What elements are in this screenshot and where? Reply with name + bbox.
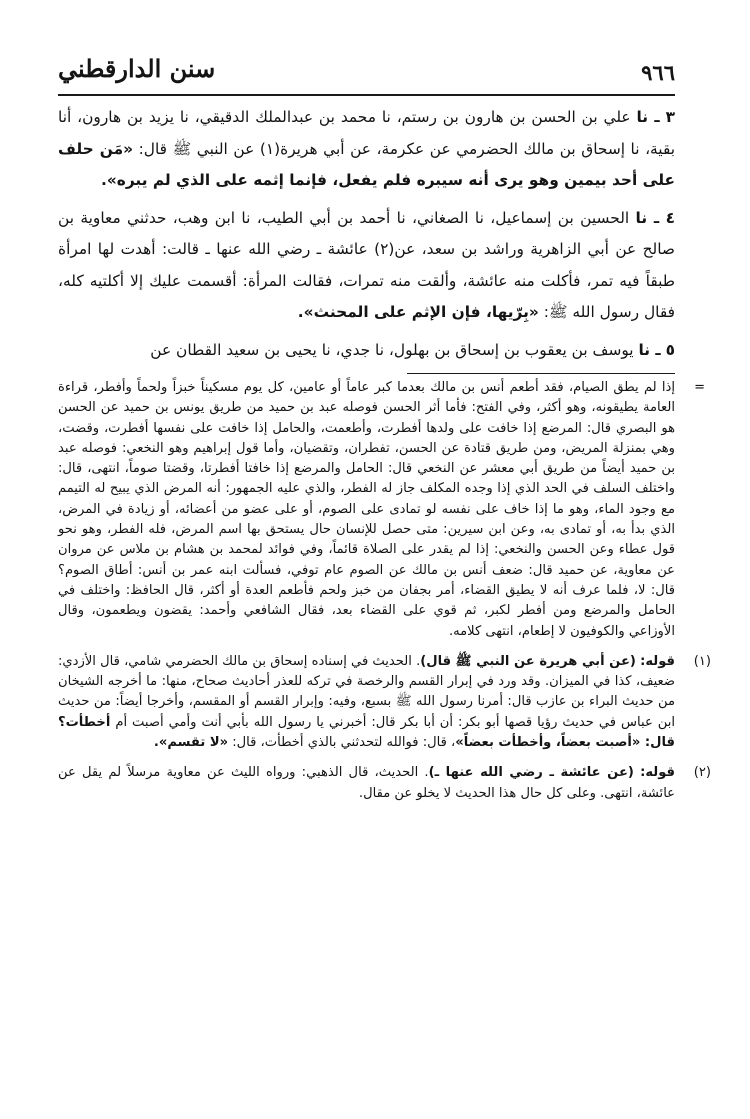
footnote-2 bbox=[58, 763, 711, 804]
main-text bbox=[58, 102, 675, 372]
continuation-mark: = bbox=[694, 380, 705, 395]
hadith-number: ٤ bbox=[665, 208, 675, 227]
hadith-isnad: الحسين بن إسماعيل، نا الصغاني، نا أحمد بن أبي الطيب، نا ابن وهب، حدثني معاوية بن صالح عن أبي الزاهرية وراشد بن سعد، عن(٢) عائشة ـ رضي الله عنها ـ قالت: أهدت لها امرأة طبقاً فيه تمر، فأكلت منه عائشة، وألقت منه تمرات، فقالت المرأة: أقسمت عليك إلا أكلتيه كله، فقال رسول الله ﷺ: bbox=[58, 208, 675, 321]
footnote-text: . الحديث في إسناده إسحاق بن مالك الحضرمي شامي، قال الأزدي: ضعيف، كذا في الميزان. وقد ورد في إبرار القسم والرخصة في تركه للعذر أحاديث صحاح، منها: ما أخرجه الشيخان من حديث البراء بن عازب قال: أمرنا رسول الله ﷺ بسبع، وفيه: وإبرار القسم أو المقسم، وأخرجا أيضاً: من حديث ابن عباس في حديث رؤيا قصها أبو بكر: أن أبا بكر قال: أخبرني يا رسول الله بأبي أنت وأمي أصبت أم bbox=[58, 653, 675, 730]
footnotes bbox=[58, 378, 711, 804]
header-divider bbox=[58, 94, 675, 96]
footnote-bold-phrase: أخطأت؟ قال: «أصبت بعضاً، وأخطأت بعضاً» bbox=[58, 714, 675, 751]
page-number: ٩٦٦ bbox=[641, 60, 675, 85]
hadith-number: ٣ bbox=[665, 108, 675, 126]
footnote-label: قوله: bbox=[640, 653, 675, 669]
footnote-divider bbox=[407, 373, 675, 374]
book-title: سنن الدارقطني bbox=[58, 54, 216, 83]
hadith-isnad: علي بن الحسن بن هارون بن رستم، نا محمد بن عبدالملك الدقيقي، نا يزيد بن هارون، أنا بقية، نا إسحاق بن مالك الحضرمي عن عكرمة، عن أبي هريرة(١) عن النبي ﷺ قال: bbox=[58, 108, 676, 158]
hadith-matn: «مَن حلف على أحد بيمين وهو يرى أنه سيبره فلم يفعل، فإنما إثمه على الذي لم يبره». bbox=[58, 139, 675, 189]
hadith-matn: «بِرّيها، فإن الإثم على المحنث». bbox=[297, 303, 539, 321]
footnote-quote: (عن أبي هريرة عن النبي ﷺ قال) bbox=[420, 653, 636, 669]
hadith-lead: ـ نا bbox=[638, 340, 661, 359]
hadith-isnad: يوسف بن يعقوب بن إسحاق بن بهلول، نا جدي، نا يحيى بن سعيد القطان عن bbox=[150, 340, 634, 359]
footnote-continuation-text: إذا لم يطق الصيام، فقد أطعم أنس بن مالك بعدما كبر عاماً أو عامين، كل يوم مسكيناً خبزاً ولحماً وأفطر، قراءة العامة يطيقونه، وهو أكثر، وفي الفتح: فأما أثر الحسن فوصله عبد بن حميد من طريق يونس بن حميد عن الحسن هو البصري قال: المرضع إذا خافت على ولدها أفطرت، وأطعمت، والحامل إذا خافت على نفسها أفطرت، وقضت، وهي بمنزلة المريض، ومن طريق قتادة عن الحسن، تفطران، وتقضيان، وأما قول إبراهيم وهو النخعي: فوصله عبد بن حميد أيضاً من طريق أبي معشر عن النخعي قال: الحامل والمرضع إذا خافتا أفطرتا، وقضتا صوماً، انتهى، قال: واختلف السلف في الحد الذي إذا وجده المكلف جاز له الفطر، والذي عليه الجمهور: أنه المرض الذي يبيح له التيمم مع وجود الماء، وهو ما إذا خاف على نفسه لو تمادى على الصوم، أو على عضو من أعضائه، أو زيادة في المرض، الذي بدأ به، أو تمادى به، وعن ابن سيرين: متى حصل للإنسان حال يستحق بها اسم المرض، فله الفطر، وهو نحو قول عطاء وعن الحسن والنخعي: إذا لم يقدر على الصلاة قائماً، وفي فوائد لمحمد بن هشام بن ملاس عن مروان عن معاوية، عن حميد قال: ضعف أنس بن مالك عن الصوم عام توفي، فسألت ابنه عمر بن أنس: أطاق الصوم؟ قال: لا، فلما عرف أنه لا يطيق القضاء، أمر بجفان من خبز ولحم فأطعم العدة أو أكثر، قال الحافظ: واختلف في الحامل والمرضع ومن أفطر لكبر، ثم قوي على القضاء بعد، فقال الشافعي وأحمد: يقضون ويطعمون، وقال الأوزاعي والكوفيون لا إطعام، انتهى كلامه. bbox=[58, 380, 675, 639]
hadith-lead: ـ نا bbox=[636, 108, 660, 126]
footnote-text: . الحديث، قال الذهبي: ورواه الليث عن معاوية مرسلاً لم يقل عن عائشة، انتهى. وعلى كل حال هذا الحديث لا يخلو عن مقال. bbox=[58, 765, 675, 801]
footnote-quote: (عن عائشة ـ رضي الله عنها ـ) bbox=[428, 765, 634, 781]
page-header bbox=[58, 54, 675, 94]
footnote-number: (١) bbox=[693, 653, 711, 669]
footnote-label: قوله: bbox=[640, 765, 675, 781]
footnote-1 bbox=[58, 652, 711, 753]
hadith-number: ٥ bbox=[665, 340, 675, 359]
hadith-5 bbox=[58, 335, 675, 367]
hadith-lead: ـ نا bbox=[635, 208, 660, 227]
hadith-3 bbox=[58, 102, 675, 197]
footnote-bold-phrase-2: «لا تقسم». bbox=[153, 735, 229, 751]
footnote-text-cont: ، قال: فوالله لتحدثني بالذي أخطأت، قال: bbox=[228, 735, 456, 751]
footnote-continuation bbox=[58, 378, 705, 642]
footnote-number: (٢) bbox=[693, 765, 711, 781]
hadith-4 bbox=[58, 203, 675, 329]
